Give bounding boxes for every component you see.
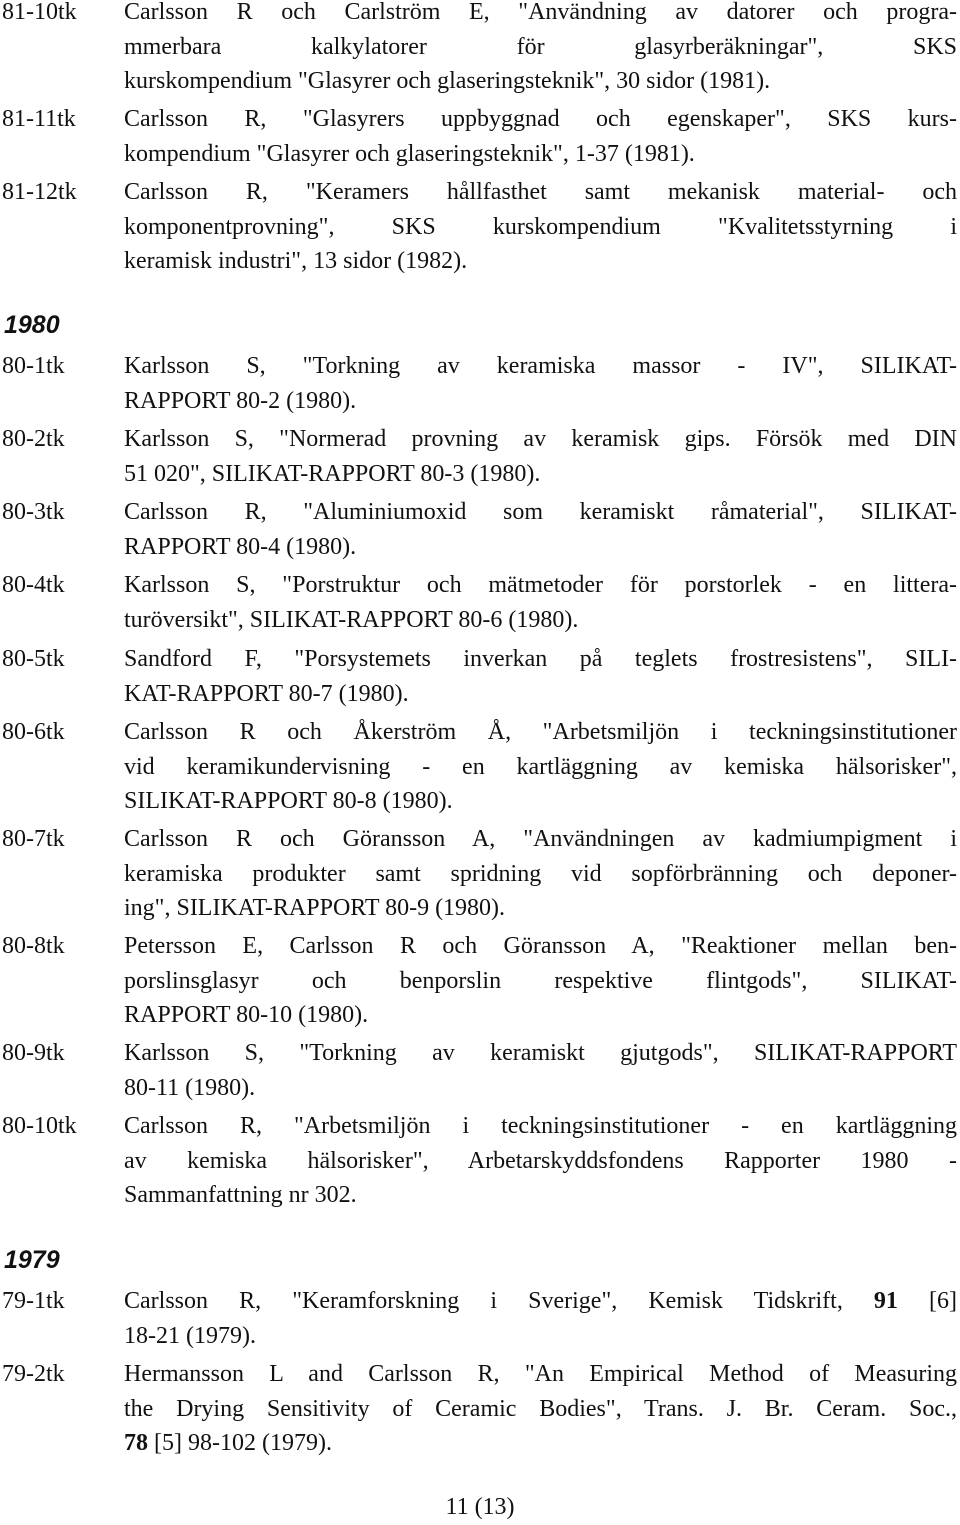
reference-line: SILIKAT-RAPPORT 80-8 (1980). — [124, 788, 453, 814]
reference-line: Karlsson S, "Torkning av keramiska massor - IV", SILIKAT- — [124, 353, 957, 379]
reference-code: 80-2tk — [2, 426, 65, 452]
reference-text — [124, 1284, 957, 1353]
reference-code: 81-10tk — [2, 0, 77, 25]
reference-line: keramiska produkter samt spridning vid sopförbränning och deponer- — [124, 860, 957, 887]
reference-line: Carlsson R, "Glasyrers uppbyggnad och egenskaper", SKS kurs- — [124, 106, 957, 132]
reference-text — [124, 102, 957, 171]
year-heading-1980: 1980 — [4, 311, 60, 339]
reference-line: komponentprovning", SKS kurskompendium "Kvalitetsstyrning i — [124, 213, 957, 240]
reference-line: kompendium "Glasyrer och glaseringsteknik", 1-37 (1981). — [124, 140, 695, 167]
volume-number: 91 — [873, 1288, 898, 1314]
reference-line: Sandford F, "Porsystemets inverkan på teglets frostresistens", SILI- — [124, 646, 957, 672]
reference-line: vid keramikundervisning - en kartläggning av kemiska hälsorisker", — [124, 753, 957, 780]
reference-text — [124, 0, 957, 99]
reference-line: kurskompendium "Glasyrer och glaseringsteknik", 30 sidor (1981). — [124, 68, 771, 94]
reference-code: 80-1tk — [2, 353, 65, 379]
reference-line: keramisk industri", 13 sidor (1982). — [124, 248, 468, 274]
reference-line: ing", SILIKAT-RAPPORT 80-9 (1980). — [124, 895, 506, 921]
reference-code: 80-9tk — [2, 1040, 65, 1066]
reference-text — [124, 929, 957, 1033]
reference-code: 79-1tk — [2, 1288, 65, 1314]
reference-line: Carlsson R och Åkerström Å, "Arbetsmiljön i teckningsinstitutioner — [124, 719, 957, 745]
reference-line: Carlsson R, "Keramforskning i Sverige", Kemisk Tidskrift, 91 [6] — [124, 1288, 958, 1314]
reference-text — [124, 349, 957, 418]
reference-line: porslinsglasyr och benporslin respektive flintgods", SILIKAT- — [124, 967, 957, 994]
reference-line: 80-11 (1980). — [124, 1074, 256, 1101]
reference-line: av kemiska hälsorisker", Arbetarskyddsfondens Rapporter 1980 - — [124, 1147, 957, 1174]
reference-line: Petersson E, Carlsson R och Göransson A, "Reaktioner mellan ben- — [124, 933, 957, 959]
reference-line: RAPPORT 80-4 (1980). — [124, 533, 357, 560]
reference-code: 81-11tk — [2, 106, 76, 132]
reference-line: turöversikt", SILIKAT-RAPPORT 80-6 (1980). — [124, 606, 579, 633]
reference-text — [124, 175, 957, 279]
reference-line: Carlsson R, "Keramers hållfasthet samt mekanisk material- och — [124, 179, 957, 205]
volume-number: 78 — [124, 1430, 148, 1456]
reference-text — [124, 715, 957, 819]
reference-line: Karlsson S, "Torkning av keramiskt gjutgods", SILIKAT-RAPPORT — [124, 1040, 957, 1066]
reference-line: the Drying Sensitivity of Ceramic Bodies", Trans. J. Br. Ceram. Soc., — [124, 1395, 957, 1422]
reference-line: RAPPORT 80-10 (1980). — [124, 1002, 369, 1028]
reference-text — [124, 1357, 957, 1461]
reference-text — [124, 422, 957, 491]
reference-code: 80-5tk — [2, 646, 65, 672]
reference-text — [124, 1109, 957, 1213]
reference-code: 80-7tk — [2, 826, 65, 852]
reference-line: Hermansson L and Carlsson R, "An Empirical Method of Measuring — [124, 1361, 957, 1387]
reference-line: Carlsson R, "Arbetsmiljön i teckningsinstitutioner - en kartläggning — [124, 1113, 957, 1139]
reference-line: RAPPORT 80-2 (1980). — [124, 387, 357, 414]
reference-line: 51 020", SILIKAT-RAPPORT 80-3 (1980). — [124, 460, 541, 487]
reference-line: mmerbara kalkylatorer för glasyrberäkningar", SKS — [124, 33, 957, 60]
reference-code: 80-4tk — [2, 572, 65, 598]
reference-text — [124, 642, 957, 711]
reference-text — [124, 568, 957, 637]
reference-line: Carlsson R, "Aluminiumoxid som keramiskt råmaterial", SILIKAT- — [124, 499, 957, 525]
reference-text — [124, 822, 957, 926]
page-number: 11 (13) — [445, 1494, 515, 1520]
reference-line: Carlsson R och Göransson A, "Användningen av kadmiumpigment i — [124, 826, 957, 852]
reference-line: KAT-RAPPORT 80-7 (1980). — [124, 680, 409, 707]
reference-text — [124, 1036, 957, 1105]
year-heading-1979: 1979 — [4, 1246, 60, 1274]
reference-text — [124, 495, 957, 564]
reference-code: 80-6tk — [2, 719, 65, 745]
reference-code: 81-12tk — [2, 179, 77, 205]
reference-line: Carlsson R och Carlström E, "Användning av datorer och progra- — [124, 0, 957, 25]
reference-line: 78 [5] 98-102 (1979). — [124, 1430, 332, 1456]
reference-line: Karlsson S, "Porstruktur och mätmetoder för porstorlek - en littera- — [124, 572, 957, 598]
reference-code: 80-8tk — [2, 933, 65, 959]
reference-code: 80-3tk — [2, 499, 65, 525]
reference-code: 79-2tk — [2, 1361, 65, 1387]
reference-line: Karlsson S, "Normerad provning av keramisk gips. Försök med DIN — [124, 426, 957, 452]
reference-line: Sammanfattning nr 302. — [124, 1182, 357, 1208]
reference-line: 18-21 (1979). — [124, 1322, 256, 1349]
reference-code: 80-10tk — [2, 1113, 77, 1139]
